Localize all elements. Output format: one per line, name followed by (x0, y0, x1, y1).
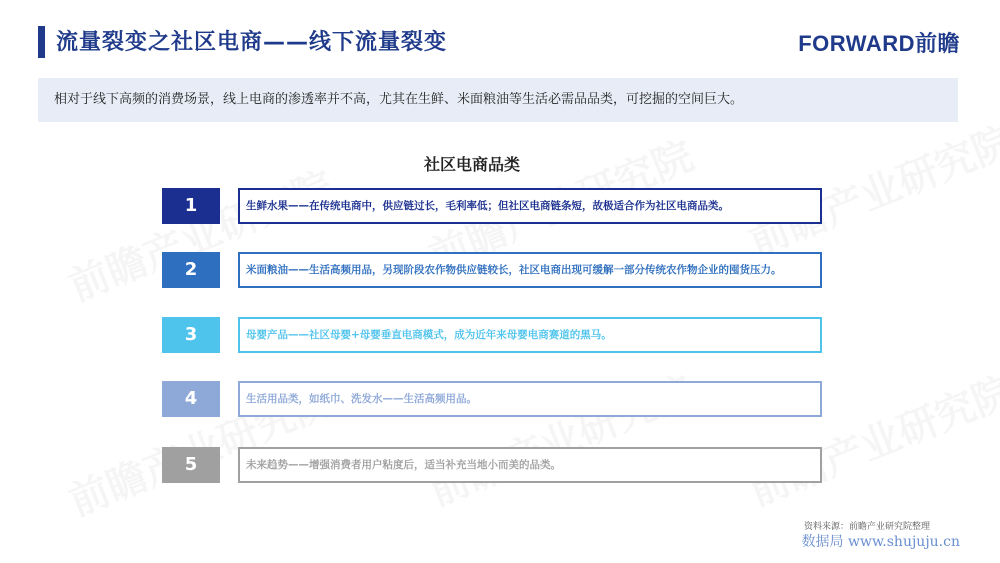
category-row (162, 381, 810, 417)
category-description: 未来趋势——增强消费者用户粘度后，适当补充当地小而美的品类。 (238, 447, 822, 483)
title-accent-bar (38, 26, 45, 58)
category-number: 5 (162, 447, 220, 483)
source-note: 资料来源：前瞻产业研究院整理 (803, 522, 930, 532)
category-row (162, 317, 810, 353)
page-title: 流量裂变之社区电商——线下流量裂变 (56, 30, 448, 55)
category-description: 米面粮油——生活高频用品，另现阶段农作物供应链较长，社区电商出现可缓解一部分传统农作物企业的囤货压力。 (238, 252, 822, 288)
intro-text: 相对于线下高频的消费场景，线上电商的渗透率并不高，尤其在生鲜、米面粮油等生活必需品品类，可挖掘的空间巨大。 (54, 92, 744, 107)
watermark (60, 155, 341, 313)
section-title: 社区电商品类 (423, 155, 520, 174)
category-number: 3 (162, 317, 220, 353)
category-row (162, 252, 810, 288)
category-row (162, 188, 810, 224)
category-number: 2 (162, 252, 220, 288)
intro-banner (38, 78, 958, 122)
category-number: 4 (162, 381, 220, 417)
category-row (162, 447, 810, 483)
category-description: 母婴产品——社区母婴+母婴垂直电商模式，成为近年来母婴电商赛道的黑马。 (238, 317, 822, 353)
category-description: 生活用品类，如纸巾、洗发水——生活高频用品。 (238, 381, 822, 417)
brand-logo: FORWARD前瞻 (798, 31, 960, 56)
site-watermark: 数据局 www.shujuju.cn (801, 534, 960, 550)
category-description: 生鲜水果——在传统电商中，供应链过长，毛利率低；但社区电商链条短，故极适合作为社区电商品类。 (238, 188, 822, 224)
category-number: 1 (162, 188, 220, 224)
